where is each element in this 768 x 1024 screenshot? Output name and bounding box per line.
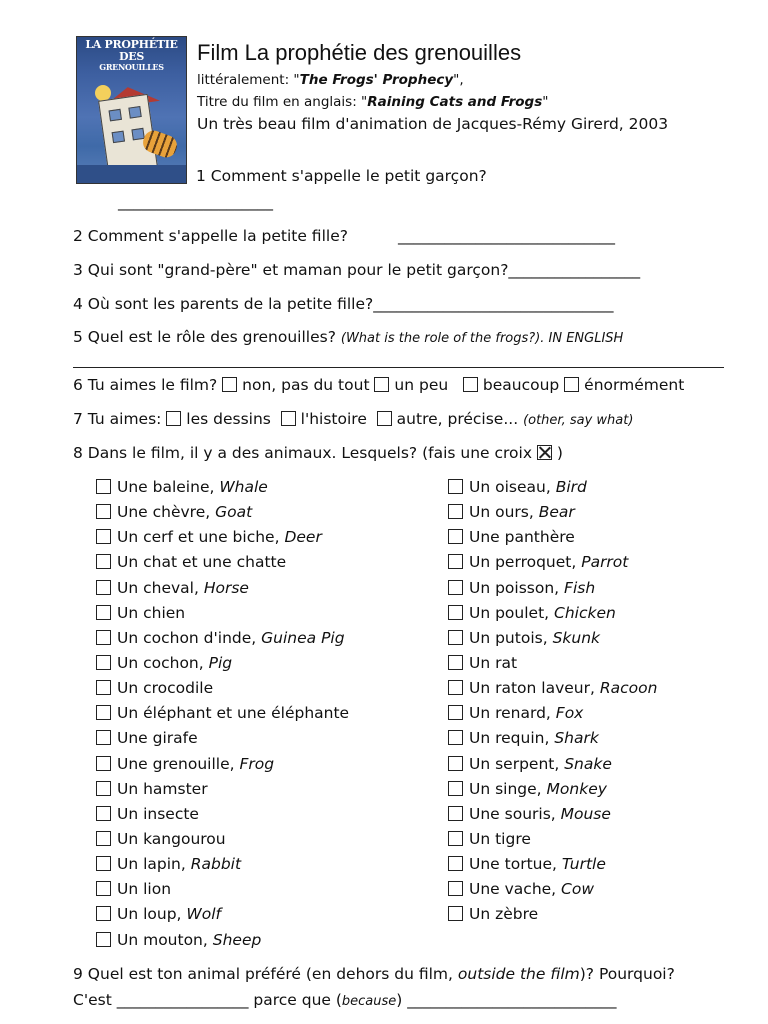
animal-name-fr: Un insecte [117, 804, 199, 823]
literal-title-line [197, 72, 464, 88]
animal-list-left [96, 478, 349, 956]
question-1: 1 Comment s'appelle le petit garçon? [196, 167, 487, 185]
question-4[interactable]: 4 Où sont les parents de la petite fille?_______________________________ [73, 295, 614, 313]
animal-name-en: Sheep [212, 930, 262, 949]
question-6-label: 6 Tu aimes le film? [73, 376, 218, 394]
poster-title-line1: LA PROPHÉTIE DES [85, 38, 178, 63]
animal-name-en: Cow [561, 880, 595, 899]
animal-name-en: Bear [538, 503, 575, 522]
animal-item[interactable] [96, 503, 349, 528]
animal-name-fr: Un chat et une chatte [117, 553, 287, 572]
animal-name-fr: Un chien [117, 603, 186, 622]
english-value: Raining Cats and Frogs [367, 94, 543, 110]
animal-name-fr: Une grenouille, [117, 754, 240, 773]
question-7-note: (other, say what) [523, 413, 634, 428]
animal-checkbox[interactable] [96, 730, 111, 745]
animal-item[interactable] [96, 478, 349, 503]
animal-item[interactable] [448, 654, 657, 679]
animal-checkbox[interactable] [96, 831, 111, 846]
question-3[interactable]: 3 Qui sont "grand-père" et maman pour le petit garçon?_________________ [73, 261, 641, 279]
animal-name-en: Mouse [560, 804, 611, 823]
animal-name-fr: Un cerf et une biche, [117, 528, 285, 547]
animal-name-fr: Un cochon d'inde, [117, 628, 262, 647]
question-8-suffix: ) [556, 444, 563, 462]
animal-item[interactable] [96, 704, 349, 729]
animal-item[interactable] [448, 579, 657, 604]
question-9-answer-c[interactable]: ) ___________________________ [396, 991, 617, 1009]
animal-item[interactable] [96, 604, 349, 629]
checkbox-q6-1[interactable] [374, 377, 389, 392]
checkbox-q6-3[interactable] [564, 377, 579, 392]
animal-name-en: Shark [554, 729, 599, 748]
option-q6-0: non, pas du tout [242, 376, 370, 394]
animal-item[interactable] [448, 604, 657, 629]
example-checked-box [537, 445, 552, 460]
animal-name-en: Whale [219, 478, 268, 496]
animal-name-en: Chicken [554, 603, 616, 622]
animal-checkbox[interactable] [96, 756, 111, 771]
question-9-answer[interactable] [73, 991, 617, 1009]
animal-item[interactable] [96, 729, 349, 754]
question-7-label: 7 Tu aimes: [73, 410, 162, 428]
answer-line-1[interactable]: ____________________ [118, 193, 273, 211]
animal-checkbox[interactable] [448, 655, 463, 670]
checkbox-q7-1[interactable] [281, 411, 296, 426]
animal-name-en: Racoon [599, 679, 658, 698]
animal-name-fr: Un requin, [469, 729, 555, 748]
animal-name-en: Horse [203, 578, 249, 597]
animal-name-fr: Un oiseau, [469, 478, 556, 496]
animal-name-en: Wolf [186, 905, 221, 924]
animal-name-fr: Une baleine, [117, 478, 220, 496]
question-9-text-a: 9 Quel est ton animal préféré (en dehors du film, [73, 965, 453, 983]
animal-checkbox[interactable] [448, 605, 463, 620]
animal-checkbox[interactable] [448, 580, 463, 595]
animal-name-en: Frog [239, 754, 275, 773]
answer-line-2[interactable]: ____________________________ [398, 227, 615, 245]
animal-item[interactable] [448, 729, 657, 754]
animal-item[interactable] [448, 679, 657, 704]
animal-name-fr: Un ours, [469, 503, 539, 522]
animal-name-fr: Un renard, [469, 704, 556, 723]
checkbox-q7-2[interactable] [377, 411, 392, 426]
animal-name-fr: Un poisson, [469, 578, 565, 597]
animal-name-fr: Un rat [469, 653, 518, 672]
animal-name-fr: Un kangourou [117, 829, 226, 848]
animal-item[interactable] [448, 553, 657, 578]
animal-item[interactable] [448, 905, 657, 930]
animal-list-right [448, 478, 657, 931]
animal-checkbox[interactable] [448, 856, 463, 871]
checkbox-q6-2[interactable] [463, 377, 478, 392]
animal-name-en: Goat [215, 503, 253, 522]
animal-name-fr: Un lapin, [117, 855, 191, 874]
animal-item[interactable] [448, 629, 657, 654]
animal-item[interactable] [96, 830, 349, 855]
animal-item[interactable] [96, 780, 349, 805]
animal-item[interactable] [448, 478, 657, 503]
animal-item[interactable] [448, 704, 657, 729]
animal-name-fr: Un raton laveur, [469, 679, 600, 698]
animal-name-en: Guinea Pig [261, 628, 345, 647]
animal-checkbox[interactable] [448, 730, 463, 745]
animal-checkbox[interactable] [96, 655, 111, 670]
animal-name-en: Deer [284, 528, 322, 547]
film-poster-image [76, 36, 187, 184]
animal-item[interactable] [448, 805, 657, 830]
animal-checkbox[interactable] [448, 831, 463, 846]
animal-checkbox[interactable] [448, 806, 463, 821]
animal-name-fr: Un loup, [117, 905, 187, 924]
animal-name-fr: Une souris, [469, 804, 561, 823]
animal-item[interactable] [448, 755, 657, 780]
literal-value: The Frogs' Prophecy [299, 72, 454, 88]
animal-name-fr: Un hamster [117, 779, 208, 798]
animal-name-fr: Un poulet, [469, 603, 555, 622]
question-5 [73, 328, 623, 346]
animal-checkbox[interactable] [96, 781, 111, 796]
question-9-text-b: outside the film [457, 965, 580, 983]
english-suffix: " [542, 94, 549, 110]
animal-name-fr: Un putois, [469, 628, 553, 647]
animal-checkbox[interactable] [96, 881, 111, 896]
animal-checkbox[interactable] [96, 504, 111, 519]
animal-item[interactable] [448, 880, 657, 905]
animal-checkbox[interactable] [448, 479, 463, 494]
animal-name-en: Fish [564, 578, 596, 597]
animal-item[interactable] [96, 880, 349, 905]
film-subtitle: Un très beau film d'animation de Jacques-Rémy Girerd, 2003 [197, 115, 669, 133]
film-title: Film La prophétie des grenouilles [197, 40, 522, 65]
option-q6-2: beaucoup [482, 376, 560, 394]
animal-checkbox[interactable] [96, 680, 111, 695]
animal-checkbox[interactable] [448, 504, 463, 519]
animal-item[interactable] [96, 931, 349, 956]
animal-name-fr: Un crocodile [117, 679, 214, 698]
animal-item[interactable] [448, 503, 657, 528]
animal-item[interactable] [448, 528, 657, 553]
animal-checkbox[interactable] [448, 906, 463, 921]
animal-name-fr: Une panthère [469, 528, 575, 547]
animal-item[interactable] [96, 654, 349, 679]
option-q6-1: un peu [394, 376, 449, 394]
animal-name-fr: Un singe, [469, 779, 547, 798]
animal-item[interactable] [96, 905, 349, 930]
animal-checkbox[interactable] [448, 781, 463, 796]
question-9 [73, 965, 675, 983]
animal-name-fr: Une girafe [117, 729, 198, 748]
animal-checkbox[interactable] [96, 856, 111, 871]
animal-name-fr: Un zèbre [469, 905, 539, 924]
animal-checkbox[interactable] [96, 605, 111, 620]
checkbox-q6-0[interactable] [222, 377, 237, 392]
animal-name-fr: Un tigre [469, 829, 531, 848]
answer-line-5[interactable] [73, 367, 724, 368]
animal-item[interactable] [96, 579, 349, 604]
question-8-text: 8 Dans le film, il y a des animaux. Lesquels? (fais une croix [73, 444, 533, 462]
question-8 [73, 444, 563, 462]
animal-checkbox[interactable] [448, 705, 463, 720]
animal-item[interactable] [96, 528, 349, 553]
animal-name-en: Turtle [561, 855, 606, 874]
animal-name-fr: Une tortue, [469, 855, 562, 874]
animal-name-en: Parrot [581, 553, 629, 572]
animal-name-en: Snake [564, 754, 612, 773]
question-5-text: 5 Quel est le rôle des grenouilles? [73, 328, 336, 346]
english-prefix: Titre du film en anglais: " [197, 94, 368, 110]
animal-name-fr: Un éléphant et une éléphante [117, 704, 350, 723]
poster-window [112, 131, 125, 144]
animal-item[interactable] [448, 855, 657, 880]
animal-checkbox[interactable] [448, 630, 463, 645]
animal-name-en: Monkey [546, 779, 607, 798]
literal-suffix: ", [453, 72, 464, 88]
question-2: 2 Comment s'appelle la petite fille? [73, 227, 348, 245]
animal-checkbox[interactable] [448, 554, 463, 569]
animal-name-fr: Un mouton, [117, 930, 213, 949]
animal-item[interactable] [96, 629, 349, 654]
animal-checkbox[interactable] [96, 479, 111, 494]
animal-item[interactable] [96, 805, 349, 830]
literal-prefix: littéralement: " [197, 72, 300, 88]
option-q6-3: énormément [584, 376, 685, 394]
animal-name-fr: Un cheval, [117, 578, 204, 597]
animal-checkbox[interactable] [96, 580, 111, 595]
poster-title [77, 39, 186, 72]
animal-name-en: Skunk [552, 628, 601, 647]
animal-name-fr: Un serpent, [469, 754, 565, 773]
animal-name-en: Bird [555, 478, 587, 496]
question-9-answer-b: because [341, 994, 397, 1009]
animal-item[interactable] [96, 855, 349, 880]
animal-name-fr: Un lion [117, 880, 172, 899]
animal-checkbox[interactable] [96, 705, 111, 720]
animal-checkbox[interactable] [448, 529, 463, 544]
question-9-answer-a[interactable]: C'est _________________ parce que ( [73, 991, 342, 1009]
animal-name-fr: Un perroquet, [469, 553, 582, 572]
animal-name-fr: Une vache, [469, 880, 562, 899]
animal-name-en: Fox [555, 704, 584, 723]
animal-item[interactable] [96, 553, 349, 578]
animal-name-fr: Un cochon, [117, 653, 209, 672]
animal-checkbox[interactable] [96, 806, 111, 821]
question-9-text-c: )? Pourquoi? [579, 965, 675, 983]
animal-checkbox[interactable] [96, 906, 111, 921]
animal-checkbox[interactable] [96, 932, 111, 947]
animal-name-en: Pig [208, 653, 233, 672]
option-q7-2: autre, précise... [396, 410, 519, 428]
animal-item[interactable] [448, 780, 657, 805]
animal-item[interactable] [96, 755, 349, 780]
animal-checkbox[interactable] [448, 881, 463, 896]
poster-window [128, 106, 141, 119]
animal-checkbox[interactable] [96, 554, 111, 569]
option-q7-0: les dessins [186, 410, 271, 428]
animal-checkbox[interactable] [448, 680, 463, 695]
poster-title-line2: GRENOUILLES [99, 62, 164, 72]
question-5-note: (What is the role of the frogs?). IN ENGLISH [340, 331, 624, 346]
question-7 [73, 410, 633, 428]
animal-name-fr: Une chèvre, [117, 503, 216, 522]
animal-checkbox[interactable] [96, 529, 111, 544]
option-q7-1: l'histoire [300, 410, 367, 428]
english-title-line [197, 94, 548, 110]
animal-item[interactable] [448, 830, 657, 855]
poster-water [77, 165, 186, 183]
poster-window [109, 109, 122, 122]
animal-name-en: Rabbit [190, 855, 242, 874]
checkbox-q7-0[interactable] [166, 411, 181, 426]
question-6 [73, 376, 684, 394]
animal-checkbox[interactable] [448, 756, 463, 771]
animal-item[interactable] [96, 679, 349, 704]
animal-checkbox[interactable] [96, 630, 111, 645]
